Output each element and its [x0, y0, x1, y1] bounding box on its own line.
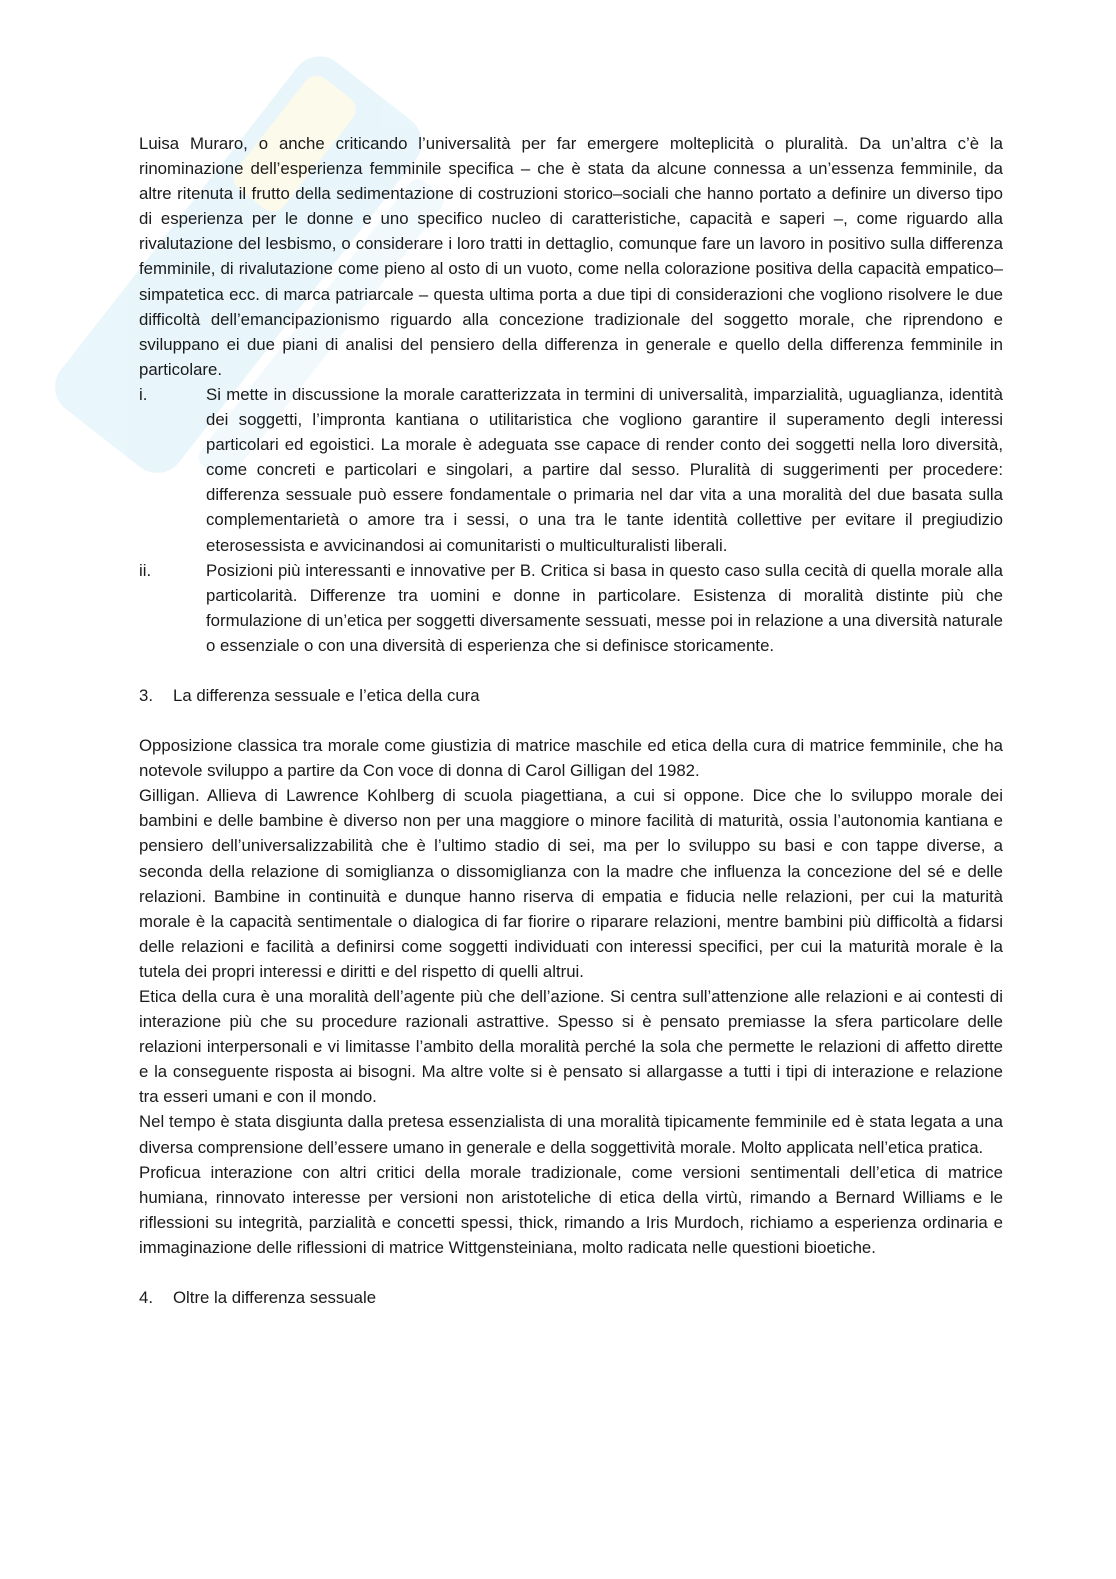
list-item-text: Posizioni più interessanti e innovative per B. Critica si basa in questo caso sulla cecità di quella morale alla particolarità. Differenze tra uomini e donne in particolare. Esistenza di moralità distinte più che formulazione di un’etica per soggetti diversamente sessuati, messe poi in relazione a una diversità naturale o essenziale o con una diversità di esperienza che si definisce storicamente.: [206, 560, 1003, 655]
roman-list: [139, 382, 1003, 658]
intro-paragraph: Luisa Muraro, o anche criticando l’universalità per far emergere molteplicità o pluralità. Da un’altra c’è la rinominazione dell’esperienza femminile specifica – che è stata da alcune connessa a un’essenza femminile, da altre ritenuta il frutto della sedimentazione di costruzioni storico–sociali che hanno portato a definire un diverso tipo di esperienza per le donne e uno specifico nucleo di caratteristiche, capacità e saperi –, come riguardo alla rivalutazione del lesbismo, o considerare i loro tratti in dettaglio, comunque fare un lavoro in positivo sulla differenza femminile, di rivalutazione come pieno al osto di un vuoto, come nella colorazione positiva della capacità empatico–simpatetica ecc. di marca patriarcale – questa ultima porta a due tipi di considerazioni che vogliono risolvere le due difficoltà dell’emancipazionismo riguardo alla concezione tradizionale del soggetto morale, che riprendono e sviluppano ei due piani di analisi del pensiero della differenza in generale e quello della differenza femminile in particolare.: [139, 134, 1003, 379]
list-item: [139, 382, 1003, 558]
section-3-paragraph: Gilligan. Allieva di Lawrence Kohlberg di scuola piagettiana, a cui si oppone. Dice che lo sviluppo morale dei bambini e delle bambine è diverso non per una maggiore o minore facilità di maturità, ossia l’autonomia kantiana e pensiero dell’universalizzabilità che è l’ultimo stadio di sei, ma per lo sviluppo su basi e con tappe diverse, a seconda della relazione di somiglianza o dissomiglianza con la madre che influenza la concezione del sé e delle relazioni. Bambine in continuità e dunque hanno riserva di empatia e fiducia nelle relazioni, per cui la maturità morale è la capacità sentimentale o dialogica di far fiorire o riparare relazioni, mentre bambini più difficoltà a fidarsi delle relazioni e facilità a definirsi come soggetti individuati con interessi specifici, per cui la maturità morale è la tutela dei propri interessi e diritti e del rispetto di quelli altrui.: [139, 786, 1003, 981]
section-4-title: Oltre la differenza sessuale: [173, 1288, 377, 1308]
section-3-title: La differenza sessuale e l’etica della cura: [173, 685, 480, 705]
list-item-text: Si mette in discussione la morale caratterizzata in termini di universalità, imparzialità, uguaglianza, identità dei soggetti, l’impronta kantiana o utilitaristica che vogliono garantire il superamento degli interessi particolari ed egoistici. La morale è adeguata sse capace di render conto dei soggetti nella loro diversità, come concreti e particolari e singolari, a partire dal sesso. Pluralità di suggerimenti per procedere: differenza sessuale può essere fondamentale o primaria nel dar vita a una moralità del due basata sulla complementarietà o amore tra i sessi, o una tra le tante identità collettive per evitare il pregiudizio eterosessista e avvicinandosi ai comunitaristi o multiculturalisti liberali.: [206, 384, 1003, 555]
section-3-paragraph: Proficua interazione con altri critici della morale tradizionale, come versioni sentimentali dell’etica di matrice humiana, rinnovato interesse per versioni non aristoteliche di etica della virtù, rimando a Bernard Williams e le riflessioni su integrità, parzialità e concetti spessi, thick, rimando a Iris Murdoch, richiamo a esperienza ordinaria e immaginazione delle riflessioni di matrice Wittgensteiniana, molto radicata nelle questioni bioetiche.: [139, 1162, 1003, 1257]
section-3-number: 3.: [139, 685, 153, 705]
list-marker: i.: [139, 384, 148, 404]
list-item: [139, 558, 1003, 658]
section-4-number: 4.: [139, 1288, 153, 1308]
list-marker: ii.: [139, 560, 152, 580]
document-page: [139, 131, 1003, 1310]
section-3-paragraph: Opposizione classica tra morale come giustizia di matrice maschile ed etica della cura di matrice femminile, che ha notevole sviluppo a partire da Con voce di donna di Carol Gilligan del 1982.: [139, 736, 1003, 781]
section-3-paragraph: Etica della cura è una moralità dell’agente più che dell’azione. Si centra sull’attenzione alle relazioni e ai contesti di interazione più che su procedure razionali astrattive. Spesso si è pensato premiasse la sfera particolare delle relazioni interpersonali e vi limitasse l’ambito della moralità perché la sola che permette le relazioni di affetto dirette e la conseguente risposta ai bisogni. Ma altre volte si è pensato si allargasse a tutti i tipi di interazione e relazione tra esseri umani e con il mondo.: [139, 987, 1003, 1107]
section-3-heading: [139, 683, 1003, 708]
section-4-heading: [139, 1285, 1003, 1310]
section-3-paragraph: Nel tempo è stata disgiunta dalla pretesa essenzialista di una moralità tipicamente femminile ed è stata legata a una diversa comprensione dell’essere umano in generale e della soggettività morale. Molto applicata nell’etica pratica.: [139, 1112, 1003, 1157]
